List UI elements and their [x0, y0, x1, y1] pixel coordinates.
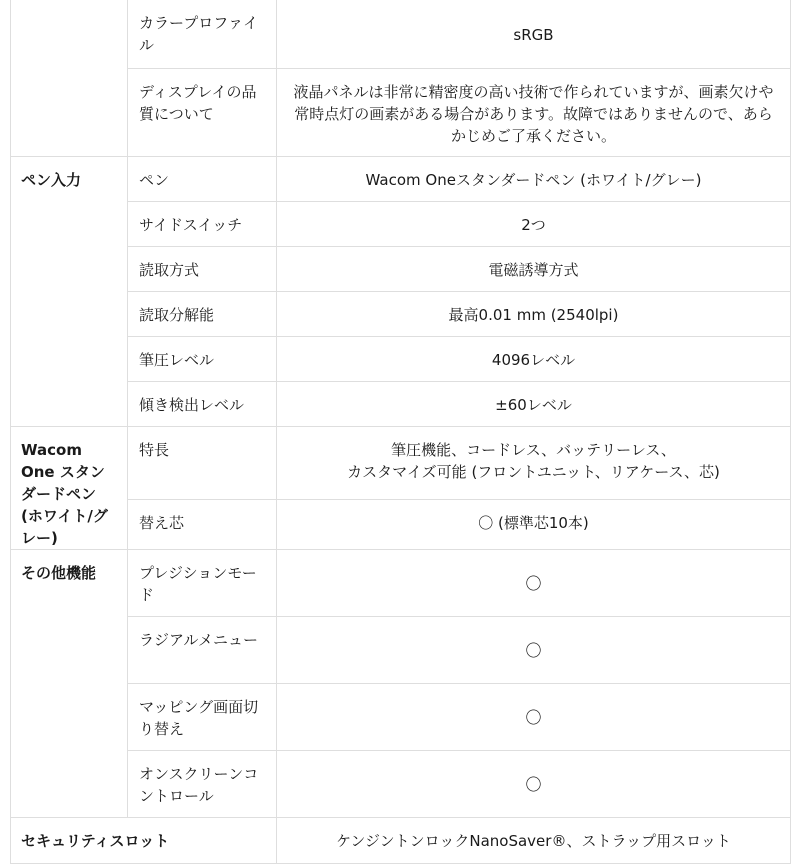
row-label-color-profile: カラープロファイル — [128, 0, 277, 69]
row-value-resolution: 最高0.01 mm (2540lpi) — [277, 292, 791, 337]
row-label-tilt: 傾き検出レベル — [128, 382, 277, 427]
table-row — [11, 500, 791, 550]
features-line-2: カスタマイズ可能 (フロントユニット、リアケース、芯) — [347, 463, 720, 481]
row-label-onscreen-controls: オンスクリーンコントロール — [128, 751, 277, 818]
row-value-reading-method: 電磁誘導方式 — [277, 247, 791, 292]
table-row — [11, 0, 791, 69]
row-value-onscreen-controls: 〇 — [277, 751, 791, 818]
category-pen-input: ペン入力 — [11, 157, 128, 427]
table-row — [11, 617, 791, 684]
table-row — [11, 202, 791, 247]
row-value-side-switch: 2つ — [277, 202, 791, 247]
row-label-pen: ペン — [128, 157, 277, 202]
row-value-precision-mode: 〇 — [277, 550, 791, 617]
row-label-pressure: 筆圧レベル — [128, 337, 277, 382]
table-row — [11, 382, 791, 427]
row-label-side-switch: サイドスイッチ — [128, 202, 277, 247]
row-label-reading-method: 読取方式 — [128, 247, 277, 292]
table-row — [11, 292, 791, 337]
row-label-resolution: 読取分解能 — [128, 292, 277, 337]
table-row — [11, 157, 791, 202]
table-row — [11, 684, 791, 751]
table-row — [11, 818, 791, 864]
row-value-color-profile: sRGB — [277, 0, 791, 69]
row-value-replacement-nib: 〇 (標準芯10本) — [277, 500, 791, 550]
row-value-mapping-switch: 〇 — [277, 684, 791, 751]
row-value-features — [277, 427, 791, 500]
row-label-replacement-nib: 替え芯 — [128, 500, 277, 550]
row-value-security-slot: ケンジントンロックNanoSaver®、ストラップ用スロット — [277, 818, 791, 864]
category-standard-pen: Wacom One スタンダードペン (ホワイト/グレー) — [11, 427, 128, 550]
category-cell-display — [11, 0, 128, 157]
features-line-1: 筆圧機能、コードレス、バッテリーレス、 — [391, 441, 676, 459]
row-label-features: 特長 — [128, 427, 277, 500]
row-label-display-quality: ディスプレイの品質について — [128, 69, 277, 157]
row-label-radial-menu: ラジアルメニュー — [128, 617, 277, 684]
row-value-pen: Wacom Oneスタンダードペン (ホワイト/グレー) — [277, 157, 791, 202]
category-security-slot: セキュリティスロット — [11, 818, 277, 864]
row-value-pressure: 4096レベル — [277, 337, 791, 382]
row-value-radial-menu: 〇 — [277, 617, 791, 684]
table-row — [11, 550, 791, 617]
table-row — [11, 69, 791, 157]
spec-table — [10, 0, 791, 864]
category-other-features: その他機能 — [11, 550, 128, 818]
row-value-tilt: ±60レベル — [277, 382, 791, 427]
table-row — [11, 751, 791, 818]
table-row — [11, 247, 791, 292]
table-row — [11, 427, 791, 500]
table-row — [11, 337, 791, 382]
row-label-mapping-switch: マッピング画面切り替え — [128, 684, 277, 751]
row-label-precision-mode: プレジションモード — [128, 550, 277, 617]
row-value-display-quality: 液晶パネルは非常に精密度の高い技術で作られていますが、画素欠けや常時点灯の画素がある場合があります。故障ではありませんので、あらかじめご了承ください。 — [277, 69, 791, 157]
